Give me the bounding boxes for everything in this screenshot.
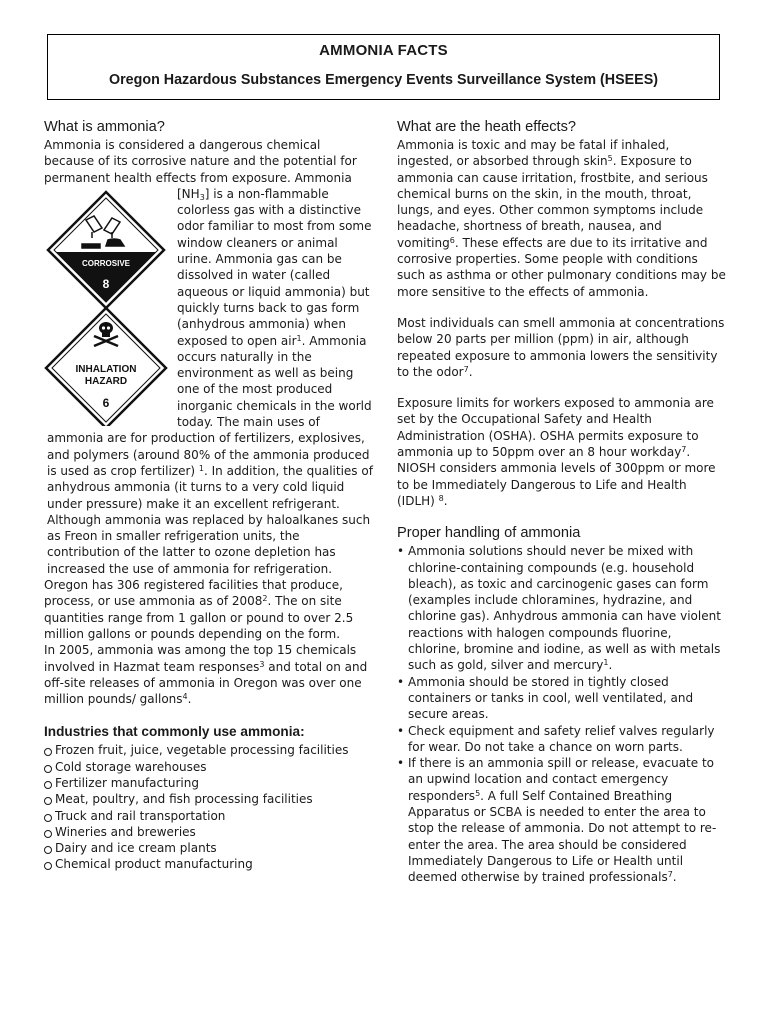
oregon-facilities-text: Oregon has 306 registered facilities that produce, process, or use ammonia as of 2008$^2$. The on site quantities range from 1 gallon or pound to over 2.5 million gallons or pounds depending on the form. xyxy=(44,578,354,641)
industry-item: Wineries and breweries xyxy=(44,824,374,840)
industry-item: Fertilizer manufacturing xyxy=(44,775,374,791)
inhalation-label-line1: INHALATION xyxy=(75,363,137,375)
health-effects-text: Ammonia is toxic and may be fatal if inhaled, ingested, or absorbed through skin$^5$. Exposure to ammonia can cause irritation, frostbite, and serious chemical burns on the skin, in the mouth, throat, lungs, and eyes. Other common symptoms include headache, shortness of breath, nausea, and vomiting$^6$. These effects are due to its irritative and corrosive properties. Some people with conditions such as asthma or other pulmonary conditions may be more sensitive to the effects of ammonia. xyxy=(397,138,726,299)
right-column xyxy=(397,118,727,885)
industries-list xyxy=(44,742,374,872)
hazard-placards xyxy=(42,186,176,430)
handling-heading: Proper handling of ammonia xyxy=(397,525,581,542)
industry-item: Meat, poultry, and fish processing facilities xyxy=(44,791,374,807)
industry-item: Dairy and ice cream plants xyxy=(44,840,374,856)
corrosive-label: CORROSIVE xyxy=(81,258,131,268)
handling-item: • If there is an ammonia spill or release, evacuate to an upwind location and contact emergency responders$^5$. A full Self Contained Breathing Apparatus or SCBA is needed to enter the area to stop the release of ammonia. Do not attempt to re-enter the area. The area should be considered Immediately Dangerous to Life or Health until deemed otherwise by trained professionals$^7$. xyxy=(397,755,727,885)
industry-item: Chemical product manufacturing xyxy=(44,856,374,872)
exposure-limits-text: Exposure limits for workers exposed to ammonia are set by the Occupational Safety and Health Administration (OSHA). OSHA permits exposure to ammonia up to 50ppm over an 8 hour workday$^7$. NIOSH considers ammonia levels of 300ppm or more to be Immediately Dangerous to Life and Health (IDLH) $^8$. xyxy=(397,396,716,508)
hazard-placards-image xyxy=(42,186,176,426)
handling-item: • Ammonia should be stored in tightly closed containers or tanks in cool, well ventilated, and secure areas. xyxy=(397,674,727,723)
ammonia-description: $[NH_3]$ is a non-flammable colorless gas with a distinctive odor familiar to most from some window cleaners or animal urine. Ammonia gas can be dissolved in water (called aqueous or liquid ammonia) but quickly turns back to gas form (anhydrous ammonia) when exposed to open air$^1$. Ammonia occurs naturally in the environment as well as being one of the most produced inorganic chemicals in the world today. The main uses of ammonia are for production of fertilizers, explosives, and polymers (around 80% of the ammonia produced is used as crop fertilizer) $^1$. In addition, the qualities of anhydrous ammonia (it turns to a very cold liquid under pressure) make it an excellent refrigerant. Although ammonia was replaced by haloalkanes such as Freon in smaller refrigeration units, the contribution of the latter to ozone depletion has increased the use of ammonia for refrigeration. xyxy=(47,186,373,576)
industry-item: Truck and rail transportation xyxy=(44,808,374,824)
industry-item: Frozen fruit, juice, vegetable processing facilities xyxy=(44,742,374,758)
industry-item: Cold storage warehouses xyxy=(44,759,374,775)
inhalation-class-number: 6 xyxy=(102,395,110,410)
corrosive-placard xyxy=(48,192,164,308)
industries-heading: Industries that commonly use ammonia: xyxy=(44,724,305,740)
hazmat-2005-text: In 2005, ammonia was among the top 15 chemicals involved in Hazmat team responses$^3$ and total on and off-site releases of ammonia in Oregon was over one million pounds/ gallons$^4$. xyxy=(44,643,368,707)
document-title: AMMONIA FACTS xyxy=(319,42,448,59)
inhalation-label-line2: HAZARD xyxy=(84,375,128,387)
title-box xyxy=(47,34,720,100)
document-subtitle: Oregon Hazardous Substances Emergency Events Surveillance System (HSEES) xyxy=(108,72,659,88)
intro-text: Ammonia is considered a dangerous chemical because of its corrosive nature and the potential for permanent health effects from exposure. Ammonia xyxy=(44,138,357,185)
health-effects-heading: What are the heath effects? xyxy=(397,119,577,135)
handling-item: • Check equipment and safety relief valves regularly for wear. Do not take a chance on worn parts. xyxy=(397,723,727,756)
handling-item: • Ammonia solutions should never be mixed with chlorine-containing compounds (e.g. household bleach), as toxic and carcinogenic gases can form (examples include chloramines, hydrazine, and chlorine gas). Anhydrous ammonia can have violent reactions with halogen compounds fluorine, chlorine, bromine and iodine, as well as with metals such as gold, silver and mercury$^1$. xyxy=(397,543,727,673)
handling-list xyxy=(397,543,727,885)
what-is-ammonia-heading: What is ammonia? xyxy=(44,119,165,135)
inhalation-hazard-placard xyxy=(46,308,166,426)
left-column xyxy=(44,118,374,873)
corrosive-class-number: 8 xyxy=(102,276,110,291)
odor-threshold-text: Most individuals can smell ammonia at concentrations below 20 parts per million (ppm) in air, although repeated exposure to ammonia lowers the sensitivity to the odor$^7$. xyxy=(397,315,725,379)
